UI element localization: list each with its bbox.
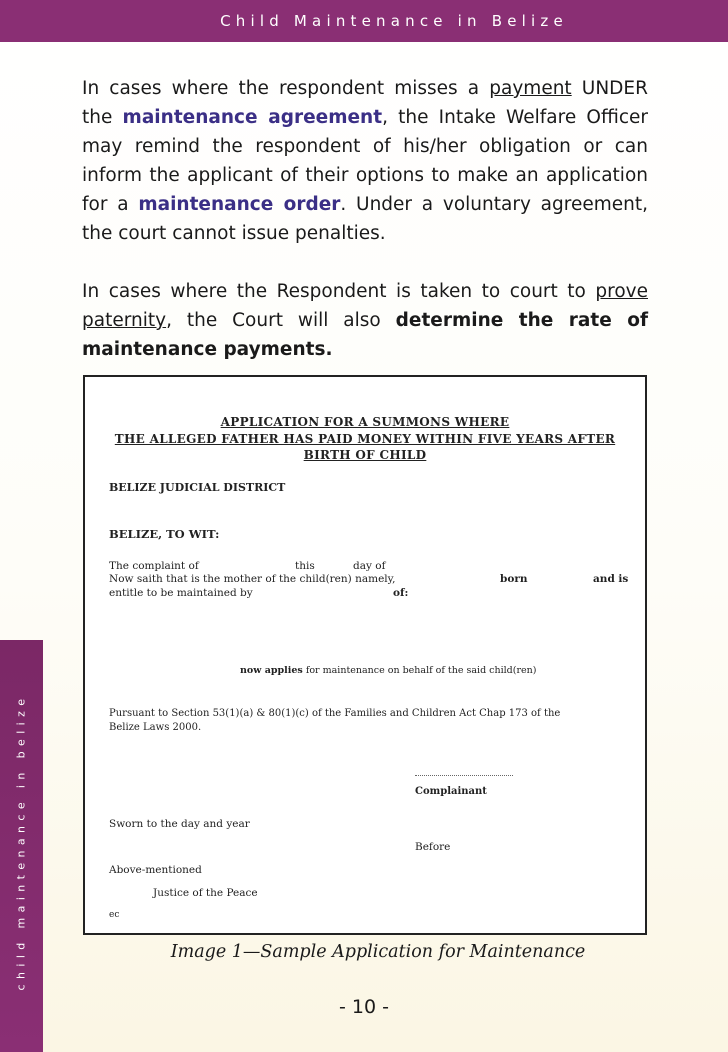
doc-born: born [500, 573, 528, 585]
doc-complaint-of: The complaint of [109, 560, 199, 572]
payment-term: payment [489, 78, 572, 99]
doc-complainant: Complainant [415, 786, 487, 797]
header-title: Child Maintenance in Belize [220, 12, 568, 30]
signature-line [415, 775, 513, 776]
doc-title-line2: THE ALLEGED FATHER HAS PAID MONEY WITHIN FIVE YEARS AFTER [114, 432, 616, 446]
text-run: In cases where the respondent misses a [82, 78, 490, 99]
text-run: . Under a voluntary agreement, the court cannot issue penalties. [82, 194, 648, 244]
doc-above-mentioned: Above-mentioned [109, 864, 202, 876]
doc-day-of: day of [353, 560, 386, 572]
text-run: , the Intake Welfare Officer may remind the respondent of his/her obligation or can inform the applicant of their options to make an application for a [82, 107, 648, 215]
doc-this: this [295, 560, 315, 572]
maintenance-order-term: maintenance order [138, 194, 341, 215]
side-strip-label: child maintenance in belize [14, 693, 28, 991]
text-run: UNDER the [82, 78, 648, 128]
prove-paternity-term: prove paternity [82, 281, 648, 331]
maintenance-agreement-term: maintenance agreement [122, 107, 383, 128]
doc-title-line3: BIRTH OF CHILD [303, 448, 427, 462]
doc-now-applies-line: now applies for maintenance on behalf of the said child(ren) [240, 665, 537, 676]
doc-of: of: [393, 587, 409, 599]
doc-pursuant-line2: Belize Laws 2000. [109, 722, 202, 733]
doc-now-saith: Now saith that is the mother of the child(ren) namely, [109, 573, 396, 585]
text-run: , the Court will also [166, 310, 396, 331]
doc-entitle: entitle to be maintained by [109, 587, 253, 599]
rate-determination-text: determine the rate of maintenance payments. [82, 310, 649, 360]
doc-before: Before [415, 841, 451, 853]
doc-and-is: and is [593, 573, 629, 585]
body-text [82, 74, 648, 393]
doc-title-line1: APPLICATION FOR A SUMMONS WHERE [220, 415, 510, 429]
doc-district: BELIZE JUDICIAL DISTRICT [109, 481, 286, 494]
doc-justice-of-peace: Justice of the Peace [153, 887, 258, 899]
page-number: - 10 - [339, 996, 389, 1018]
text-run: In cases where the Respondent is taken to court to [82, 281, 596, 302]
doc-to-wit: BELIZE, TO WIT: [109, 527, 220, 541]
doc-pursuant-line1: Pursuant to Section 53(1)(a) & 80(1)(c) of the Families and Children Act Chap 173 of the [109, 708, 561, 719]
doc-sworn: Sworn to the day and year [109, 818, 250, 830]
paragraph-paternity [82, 277, 648, 364]
paragraph-missed-payment [82, 74, 648, 248]
sample-application-image [83, 375, 647, 935]
doc-ec: ec [109, 910, 120, 920]
header-bar [0, 0, 728, 42]
image-caption: Image 1—Sample Application for Maintenance [170, 942, 586, 962]
